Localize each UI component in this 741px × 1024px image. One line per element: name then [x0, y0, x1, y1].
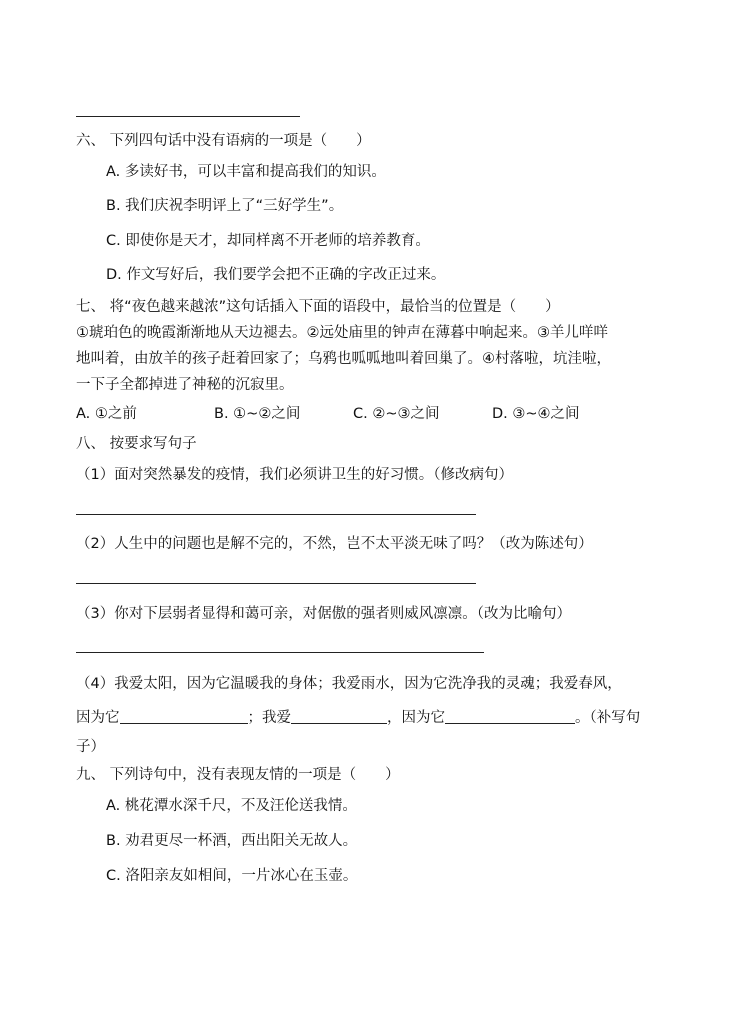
fill-blank-1[interactable]: [120, 708, 248, 724]
q7-passage-line: 一下子全都掉进了神秘的沉寂里。: [76, 377, 294, 393]
answer-line-3[interactable]: [76, 652, 484, 653]
q8-item-4-part2: ；我爱: [247, 710, 291, 726]
answer-line-1[interactable]: [76, 514, 476, 515]
q7-option-c: C. ②~③之间: [353, 406, 440, 422]
q7-option-d: D. ③~④之间: [492, 406, 580, 422]
fill-blank-3[interactable]: [445, 708, 575, 724]
q7-passage-line: ①琥珀色的晚霞渐渐地从天边褪去。②远处庙里的钟声在薄暮中响起来。③羊儿咩咩: [76, 325, 608, 341]
q8-item-2: （2）人生中的问题也是解不完的，不然，岂不太平淡无味了吗？（改为陈述句）: [76, 536, 593, 552]
q8-item-4-end: 子）: [76, 739, 105, 755]
q8-item-4-part4: 。（补写句: [575, 710, 641, 726]
q9-option-a: A. 桃花潭水深千尺，不及汪伦送我情。: [106, 798, 357, 814]
q8-item-4: （4）我爱太阳，因为它温暖我的身体；我爱雨水，因为它洗净我的灵魂；我爱春风，: [76, 676, 622, 692]
q7-passage-line: 地叫着，由放羊的孩子赶着回家了；乌鸦也呱呱地叫着回巢了。④村落啦，坑洼啦，: [76, 351, 611, 367]
q7-heading: 七、 将“夜色越来越浓”这句话插入下面的语段中，最恰当的位置是（ ）: [76, 299, 560, 315]
answer-line-2[interactable]: [76, 583, 476, 584]
q7-option-b: B. ①~②之间: [214, 406, 301, 422]
q9-heading: 九、 下列诗句中，没有表现友情的一项是（ ）: [76, 767, 400, 783]
q6-option-b: B. 我们庆祝李明评上了“三好学生”。: [106, 198, 344, 214]
q7-option-a: A. ①之前: [76, 406, 137, 422]
q6-option-c: C. 即使你是天才，却同样离不开老师的培养教育。: [106, 233, 430, 249]
q6-option-a: A. 多读好书，可以丰富和提高我们的知识。: [106, 164, 386, 180]
q8-item-4-fill-line: [76, 708, 640, 728]
q8-item-4-part3: ，因为它: [387, 710, 445, 726]
q8-item-1: （1）面对突然暴发的疫情，我们必须讲卫生的好习惯。（修改病句）: [76, 467, 513, 483]
q6-option-d: D. 作文写好后，我们要学会把不正确的字改正过来。: [106, 267, 446, 283]
q9-option-b: B. 劝君更尽一杯酒，西出阳关无故人。: [106, 833, 358, 849]
q9-option-c: C. 洛阳亲友如相间，一片冰心在玉壶。: [106, 868, 358, 884]
q6-heading: 六、 下列四句话中没有语病的一项是（ ）: [76, 133, 371, 149]
q8-heading: 八、 按要求写句子: [76, 436, 197, 452]
top-rule: [76, 116, 300, 117]
fill-blank-2[interactable]: [291, 708, 387, 724]
q8-item-4-part1: 因为它: [76, 710, 120, 726]
q8-item-3: （3）你对下层弱者显得和蔼可亲，对倨傲的强者则威风凛凛。（改为比喻句）: [76, 606, 571, 622]
